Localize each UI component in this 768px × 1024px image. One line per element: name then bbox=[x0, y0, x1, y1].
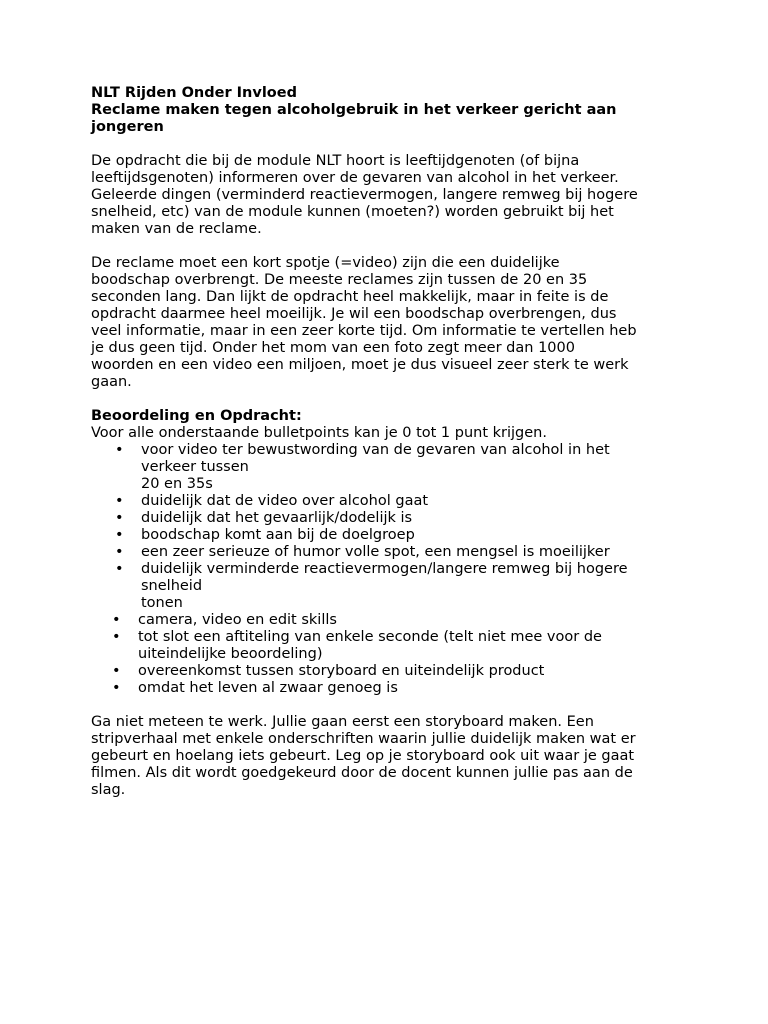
list-item bbox=[91, 629, 691, 663]
text-line: boodschap overbrengt. De meeste reclames zijn tussen de 20 en 35 bbox=[91, 272, 588, 288]
bullet-icon: • bbox=[112, 629, 121, 645]
criteria-list bbox=[91, 442, 691, 697]
list-item-text: snelheid bbox=[141, 578, 203, 594]
text-line: gebeurt en hoelang iets gebeurt. Leg op je storyboard ook uit waar je gaat bbox=[91, 748, 635, 764]
list-item-text: omdat het leven al zwaar genoeg is bbox=[138, 680, 398, 696]
bullet-icon: • bbox=[112, 612, 121, 628]
spacer bbox=[91, 136, 691, 153]
list-item-text: tonen bbox=[141, 595, 183, 611]
text-line: maken van de reclame. bbox=[91, 221, 262, 237]
bullet-icon: • bbox=[115, 544, 124, 560]
bullet-icon: • bbox=[112, 680, 121, 696]
list-item-text: tot slot een aftiteling van enkele seconde (telt niet mee voor de bbox=[138, 629, 602, 645]
text-line: stripverhaal met enkele onderschriften waarin jullie duidelijk maken wat er bbox=[91, 731, 636, 747]
list-item-text: voor video ter bewustwording van de gevaren van alcohol in het bbox=[141, 442, 610, 458]
spacer bbox=[91, 238, 691, 255]
text-line: Geleerde dingen (verminderd reactievermogen, langere remweg bij hogere bbox=[91, 187, 638, 203]
list-item bbox=[91, 527, 691, 544]
list-item-text: 20 en 35s bbox=[141, 476, 213, 492]
bullet-icon: • bbox=[115, 493, 124, 509]
list-item-text: overeenkomst tussen storyboard en uiteindelijk product bbox=[138, 663, 545, 679]
document-subtitle-line-2: jongeren bbox=[91, 119, 164, 135]
list-item bbox=[91, 510, 691, 527]
list-item bbox=[91, 442, 691, 493]
text-line: Ga niet meteen te werk. Jullie gaan eerst een storyboard maken. Een bbox=[91, 714, 594, 730]
list-item bbox=[91, 680, 691, 697]
text-line: je dus geen tijd. Onder het mom van een foto zegt meer dan 1000 bbox=[91, 340, 575, 356]
document-page bbox=[91, 85, 691, 799]
bullet-icon: • bbox=[115, 561, 124, 577]
assessment-heading: Beoordeling en Opdracht: bbox=[91, 408, 302, 424]
list-item-text: duidelijk dat de video over alcohol gaat bbox=[141, 493, 429, 509]
text-line: veel informatie, maar in een zeer korte tijd. Om informatie te vertellen heb bbox=[91, 323, 637, 339]
text-line: slag. bbox=[91, 782, 126, 798]
spacer bbox=[91, 697, 691, 714]
bullet-icon: • bbox=[115, 510, 124, 526]
text-line: leeftijdsgenoten) informeren over de gevaren van alcohol in het verkeer. bbox=[91, 170, 619, 186]
closing-paragraph bbox=[91, 714, 691, 799]
document-title: NLT Rijden Onder Invloed bbox=[91, 85, 297, 101]
list-item-text: verkeer tussen bbox=[141, 459, 249, 475]
text-line: De reclame moet een kort spotje (=video) zijn die een duidelijke bbox=[91, 255, 560, 271]
document-subtitle-line-1: Reclame maken tegen alcoholgebruik in het verkeer gericht aan bbox=[91, 102, 617, 118]
text-line: woorden en een video een miljoen, moet je dus visueel zeer sterk te werk bbox=[91, 357, 629, 373]
body-paragraph bbox=[91, 255, 691, 391]
text-line: filmen. Als dit wordt goedgekeurd door de docent kunnen jullie pas aan de bbox=[91, 765, 633, 781]
list-item-text: een zeer serieuze of humor volle spot, een mengsel is moeilijker bbox=[141, 544, 610, 560]
spacer bbox=[91, 391, 691, 408]
list-item-text: duidelijk verminderde reactievermogen/langere remweg bij hogere bbox=[141, 561, 628, 577]
text-line: opdracht daarmee heel moeilijk. Je wil een boodschap overbrengen, dus bbox=[91, 306, 617, 322]
text-line: gaan. bbox=[91, 374, 132, 390]
text-line: snelheid, etc) van de module kunnen (moeten?) worden gebruikt bij het bbox=[91, 204, 614, 220]
list-item bbox=[91, 493, 691, 510]
list-item-text: boodschap komt aan bij de doelgroep bbox=[141, 527, 415, 543]
assessment-intro: Voor alle onderstaande bulletpoints kan je 0 tot 1 punt krijgen. bbox=[91, 425, 547, 441]
bullet-icon: • bbox=[115, 442, 124, 458]
bullet-icon: • bbox=[112, 663, 121, 679]
list-item bbox=[91, 561, 691, 612]
list-item-text: uiteindelijke beoordeling) bbox=[138, 646, 323, 662]
text-line: De opdracht die bij de module NLT hoort is leeftijdgenoten (of bijna bbox=[91, 153, 580, 169]
list-item bbox=[91, 663, 691, 680]
bullet-icon: • bbox=[115, 527, 124, 543]
text-line: seconden lang. Dan lijkt de opdracht heel makkelijk, maar in feite is de bbox=[91, 289, 609, 305]
intro-paragraph bbox=[91, 153, 691, 238]
list-item-text: camera, video en edit skills bbox=[138, 612, 337, 628]
list-item-text: duidelijk dat het gevaarlijk/dodelijk is bbox=[141, 510, 413, 526]
list-item bbox=[91, 544, 691, 561]
list-item bbox=[91, 612, 691, 629]
